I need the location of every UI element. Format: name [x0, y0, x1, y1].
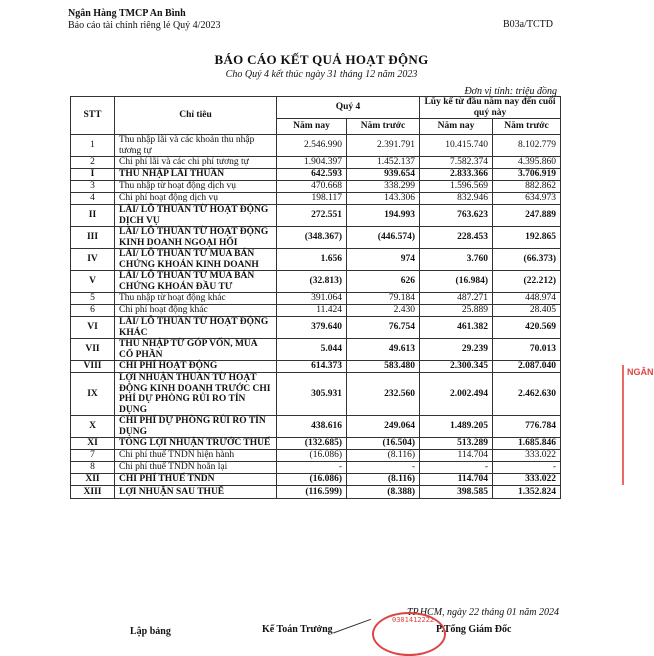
- row-q4-this-year: 11.424: [277, 305, 347, 317]
- row-stt: X: [71, 416, 115, 438]
- col-stt: STT: [71, 97, 115, 135]
- row-q4-last-year: 583.480: [347, 361, 420, 373]
- row-stt: 3: [71, 181, 115, 193]
- row-q4-last-year: (446.574): [347, 227, 420, 249]
- row-item: THU NHẬP LÃI THUẦN: [115, 169, 277, 181]
- table-row: [71, 249, 561, 271]
- row-ytd-this-year: 25.889: [420, 305, 493, 317]
- col-ytd-last-year: Năm trước: [493, 119, 561, 135]
- bank-name: Ngân Hàng TMCP An Bình: [68, 8, 186, 19]
- row-item: LÃI/ LỖ THUẦN TỪ HOẠT ĐỘNG KINH DOANH NGOẠI HỐI: [115, 227, 277, 249]
- row-q4-this-year: 2.546.990: [277, 135, 347, 157]
- row-q4-this-year: 642.593: [277, 169, 347, 181]
- preparer-label: Lập bảng: [130, 626, 171, 637]
- row-q4-this-year: 198.117: [277, 193, 347, 205]
- table-row: [71, 373, 561, 416]
- form-code: B03a/TCTD: [503, 19, 553, 30]
- row-item: LÃI/ LỖ THUẦN TỪ HOẠT ĐỘNG DỊCH VỤ: [115, 205, 277, 227]
- col-quarter: Quý 4: [277, 97, 420, 119]
- table-row: [71, 169, 561, 181]
- chief-accountant-label: Kế Toán Trưởng: [262, 624, 333, 635]
- row-ytd-this-year: (16.984): [420, 271, 493, 293]
- col-item: Chỉ tiêu: [115, 97, 277, 135]
- col-quarter-this-year: Năm nay: [277, 119, 347, 135]
- row-q4-last-year: 338.299: [347, 181, 420, 193]
- row-ytd-this-year: 763.623: [420, 205, 493, 227]
- row-q4-last-year: (8.116): [347, 450, 420, 462]
- row-q4-last-year: (8.388): [347, 486, 420, 499]
- table-row: [71, 293, 561, 305]
- row-stt: VII: [71, 339, 115, 361]
- table-row: [71, 438, 561, 450]
- table-row: [71, 193, 561, 205]
- row-stt: 8: [71, 462, 115, 474]
- row-q4-this-year: 1.656: [277, 249, 347, 271]
- row-ytd-this-year: 1.596.569: [420, 181, 493, 193]
- row-stt: IV: [71, 249, 115, 271]
- income-statement-table: [70, 96, 561, 499]
- row-ytd-last-year: 2.462.630: [493, 373, 561, 416]
- row-q4-this-year: 438.616: [277, 416, 347, 438]
- col-quarter-last-year: Năm trước: [347, 119, 420, 135]
- row-q4-this-year: 614.373: [277, 361, 347, 373]
- row-q4-last-year: 2.391.791: [347, 135, 420, 157]
- row-item: THU NHẬP TỪ GÓP VỐN, MUA CỔ PHẦN: [115, 339, 277, 361]
- row-ytd-last-year: 2.087.040: [493, 361, 561, 373]
- table-row: [71, 462, 561, 474]
- row-ytd-last-year: 448.974: [493, 293, 561, 305]
- report-date: TP.HCM, ngày 22 tháng 01 năm 2024: [406, 607, 559, 618]
- row-item: LÃI/ LỖ THUẦN TỪ MUA BÁN CHỨNG KHOÁN ĐẦU TƯ: [115, 271, 277, 293]
- row-q4-this-year: 305.931: [277, 373, 347, 416]
- row-ytd-this-year: 461.382: [420, 317, 493, 339]
- row-ytd-this-year: 1.489.205: [420, 416, 493, 438]
- report-header: [68, 8, 220, 32]
- row-q4-last-year: 76.754: [347, 317, 420, 339]
- row-ytd-this-year: 832.946: [420, 193, 493, 205]
- row-ytd-last-year: 192.865: [493, 227, 561, 249]
- row-q4-last-year: 626: [347, 271, 420, 293]
- deputy-director-label: P.Tổng Giám Đốc: [436, 624, 512, 635]
- table-row: [71, 317, 561, 339]
- row-stt: 1: [71, 135, 115, 157]
- row-q4-this-year: 272.551: [277, 205, 347, 227]
- row-q4-last-year: -: [347, 462, 420, 474]
- row-ytd-last-year: 333.022: [493, 474, 561, 486]
- table-row: [71, 474, 561, 486]
- table-row: [71, 450, 561, 462]
- row-item: Thu nhập từ hoạt động dịch vụ: [115, 181, 277, 193]
- row-q4-last-year: 939.654: [347, 169, 420, 181]
- table-row: [71, 227, 561, 249]
- row-item: LỢI NHUẬN SAU THUẾ: [115, 486, 277, 499]
- row-item: Chi phí hoạt động khác: [115, 305, 277, 317]
- row-q4-this-year: 5.044: [277, 339, 347, 361]
- row-stt: VI: [71, 317, 115, 339]
- row-q4-last-year: 974: [347, 249, 420, 271]
- table-row: [71, 339, 561, 361]
- row-ytd-this-year: 114.704: [420, 474, 493, 486]
- table-row: [71, 135, 561, 157]
- row-ytd-last-year: 776.784: [493, 416, 561, 438]
- row-item: CHI PHÍ THUẾ TNDN: [115, 474, 277, 486]
- row-q4-this-year: 1.904.397: [277, 157, 347, 169]
- row-ytd-last-year: 634.973: [493, 193, 561, 205]
- row-item: Thu nhập từ hoạt động khác: [115, 293, 277, 305]
- row-ytd-last-year: -: [493, 462, 561, 474]
- signature-mark: [329, 608, 371, 634]
- row-q4-this-year: (16.086): [277, 474, 347, 486]
- table-row: [71, 361, 561, 373]
- row-q4-last-year: 194.993: [347, 205, 420, 227]
- row-q4-this-year: (348.367): [277, 227, 347, 249]
- row-ytd-this-year: 2.300.345: [420, 361, 493, 373]
- row-stt: VIII: [71, 361, 115, 373]
- row-ytd-this-year: 2.833.366: [420, 169, 493, 181]
- row-item: LỢI NHUẬN THUẦN TỪ HOẠT ĐỘNG KINH DOANH TRƯỚC CHI PHÍ DỰ PHÒNG RỦI RO TÍN DỤNG: [115, 373, 277, 416]
- row-stt: I: [71, 169, 115, 181]
- row-item: Chi phí thuế TNDN hoãn lại: [115, 462, 277, 474]
- row-q4-this-year: 379.640: [277, 317, 347, 339]
- row-ytd-last-year: 333.022: [493, 450, 561, 462]
- row-ytd-this-year: 7.582.374: [420, 157, 493, 169]
- table-row: [71, 271, 561, 293]
- row-ytd-last-year: 420.569: [493, 317, 561, 339]
- row-stt: XI: [71, 438, 115, 450]
- row-ytd-this-year: 228.453: [420, 227, 493, 249]
- row-stt: XIII: [71, 486, 115, 499]
- row-ytd-last-year: 28.405: [493, 305, 561, 317]
- row-ytd-last-year: (22.212): [493, 271, 561, 293]
- row-q4-this-year: -: [277, 462, 347, 474]
- side-stamp-text: NGÂN: [627, 367, 654, 377]
- row-q4-last-year: 143.306: [347, 193, 420, 205]
- row-item: Chi phí lãi và các chi phí tương tự: [115, 157, 277, 169]
- row-ytd-last-year: 1.685.846: [493, 438, 561, 450]
- row-stt: 7: [71, 450, 115, 462]
- row-ytd-this-year: 398.585: [420, 486, 493, 499]
- row-q4-this-year: 391.064: [277, 293, 347, 305]
- unit-note: Đơn vị tính: triệu đồng: [464, 86, 557, 97]
- row-ytd-this-year: 513.289: [420, 438, 493, 450]
- row-stt: XII: [71, 474, 115, 486]
- side-stamp: [622, 365, 654, 485]
- row-stt: V: [71, 271, 115, 293]
- row-stt: IX: [71, 373, 115, 416]
- row-item: Chi phí thuế TNDN hiện hành: [115, 450, 277, 462]
- table-row: [71, 416, 561, 438]
- row-ytd-last-year: 247.889: [493, 205, 561, 227]
- row-q4-last-year: (8.116): [347, 474, 420, 486]
- row-item: TỔNG LỢI NHUẬN TRƯỚC THUẾ: [115, 438, 277, 450]
- row-stt: II: [71, 205, 115, 227]
- row-ytd-last-year: 1.352.824: [493, 486, 561, 499]
- table-row: [71, 157, 561, 169]
- report-name: Báo cáo tài chính riêng lẻ Quý 4/2023: [68, 20, 221, 31]
- row-ytd-this-year: 3.760: [420, 249, 493, 271]
- table-body: [71, 135, 561, 499]
- row-ytd-this-year: 114.704: [420, 450, 493, 462]
- col-ytd: Lũy kế từ đầu năm nay đến cuối quý này: [420, 97, 561, 119]
- row-stt: 2: [71, 157, 115, 169]
- row-item: CHI PHÍ DỰ PHÒNG RỦI RO TÍN DỤNG: [115, 416, 277, 438]
- row-stt: 5: [71, 293, 115, 305]
- row-q4-last-year: 2.430: [347, 305, 420, 317]
- row-q4-this-year: (32.813): [277, 271, 347, 293]
- row-ytd-last-year: 8.102.779: [493, 135, 561, 157]
- row-ytd-last-year: 4.395.860: [493, 157, 561, 169]
- row-q4-last-year: 1.452.137: [347, 157, 420, 169]
- row-ytd-this-year: -: [420, 462, 493, 474]
- row-item: CHI PHÍ HOẠT ĐỘNG: [115, 361, 277, 373]
- stamp-number: 0301412222: [392, 616, 435, 624]
- row-stt: 6: [71, 305, 115, 317]
- table-row: [71, 181, 561, 193]
- row-ytd-this-year: 10.415.740: [420, 135, 493, 157]
- row-item: Thu nhập lãi và các khoản thu nhập tương tự: [115, 135, 277, 157]
- row-ytd-this-year: 29.239: [420, 339, 493, 361]
- row-item: LÃI/ LỖ THUẦN TỪ HOẠT ĐỘNG KHÁC: [115, 317, 277, 339]
- row-q4-last-year: 79.184: [347, 293, 420, 305]
- table-row: [71, 486, 561, 499]
- row-q4-last-year: 49.613: [347, 339, 420, 361]
- row-ytd-this-year: 487.271: [420, 293, 493, 305]
- row-q4-last-year: 249.064: [347, 416, 420, 438]
- row-item: Chi phí hoạt động dịch vụ: [115, 193, 277, 205]
- page-subtitle: Cho Quý 4 kết thúc ngày 31 tháng 12 năm 2023: [225, 69, 418, 80]
- page-title: BÁO CÁO KẾT QUẢ HOẠT ĐỘNG: [214, 52, 429, 67]
- row-ytd-this-year: 2.002.494: [420, 373, 493, 416]
- table-row: [71, 305, 561, 317]
- row-q4-this-year: (16.086): [277, 450, 347, 462]
- col-ytd-this-year: Năm nay: [420, 119, 493, 135]
- row-ytd-last-year: 70.013: [493, 339, 561, 361]
- row-q4-this-year: (132.685): [277, 438, 347, 450]
- row-q4-this-year: (116.599): [277, 486, 347, 499]
- row-ytd-last-year: 3.706.919: [493, 169, 561, 181]
- row-q4-this-year: 470.668: [277, 181, 347, 193]
- row-q4-last-year: (16.504): [347, 438, 420, 450]
- row-stt: III: [71, 227, 115, 249]
- row-item: LÃI/ LỖ THUẦN TỪ MUA BÁN CHỨNG KHOÁN KINH DOANH: [115, 249, 277, 271]
- row-stt: 4: [71, 193, 115, 205]
- row-ytd-last-year: (66.373): [493, 249, 561, 271]
- row-ytd-last-year: 882.862: [493, 181, 561, 193]
- row-q4-last-year: 232.560: [347, 373, 420, 416]
- table-row: [71, 205, 561, 227]
